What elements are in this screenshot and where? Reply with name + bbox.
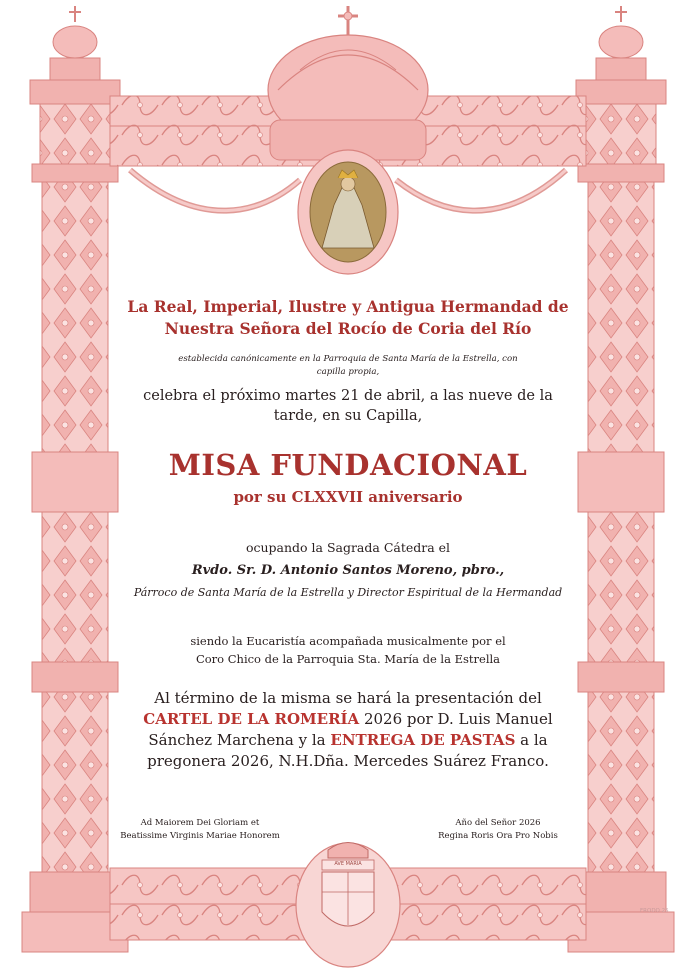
music-line-2: Coro Chico de la Parroquia Sta. María de la Estrella	[195, 652, 501, 666]
event-title: MISA FUNDACIONAL	[168, 448, 528, 482]
footer-right-line-2: Regina Roris Ora Pro Nobis	[438, 831, 558, 841]
artist-signature: FRODO 25	[640, 908, 669, 914]
music-note	[120, 632, 576, 668]
footer-right	[418, 817, 578, 843]
footer-left-line-2: Beatissime Virginis Mariae Honorem	[120, 831, 280, 841]
announcement-line-1: celebra el próximo martes 21 de abril, a las nueve de la	[143, 388, 553, 404]
virgin-medallion-icon	[298, 150, 398, 274]
left-finial-icon	[50, 6, 100, 80]
preacher-name: Rvdo. Sr. D. Antonio Santos Moreno, pbro.,	[191, 563, 505, 578]
crown-icon	[268, 6, 428, 160]
event-subtitle: por su CLXXVII aniversario	[233, 488, 463, 506]
footer-left	[100, 817, 300, 843]
seal-text: AVE MARIA	[334, 861, 362, 867]
closing-text-2: 2026 por D. Luis Manuel Sánchez Marchena y la	[148, 710, 553, 749]
closing-paragraph	[118, 688, 578, 772]
heading-line-2: Nuestra Señora del Rocío de Coria del Río	[164, 319, 532, 338]
preacher-block	[120, 538, 576, 603]
announcement-line-2: tarde, en su Capilla,	[273, 408, 423, 424]
footer-left-line-1: Ad Maiorem Dei Gloriam et	[140, 818, 260, 828]
announcement	[120, 386, 576, 426]
preacher-intro: ocupando la Sagrada Cátedra el	[245, 540, 451, 555]
footer-right-line-1: Año del Señor 2026	[455, 818, 541, 828]
music-line-1: siendo la Eucaristía acompañada musicalmente por el	[190, 634, 506, 648]
brotherhood-heading	[120, 296, 576, 340]
heading-line-1: La Real, Imperial, Ilustre y Antigua Hermandad de	[127, 297, 569, 316]
preacher-role: Párroco de Santa María de la Estrella y Director Espiritual de la Hermandad	[133, 586, 563, 599]
closing-highlight-pastas: ENTREGA DE PASTAS	[330, 731, 516, 749]
established-note	[120, 353, 576, 379]
closing-highlight-cartel: CARTEL DE LA ROMERÍA	[143, 710, 360, 728]
closing-text-1: Al término de la misma se hará la presentación del	[154, 689, 542, 707]
closing-text-3: a la pregonera 2026, N.H.Dña. Mercedes Suárez Franco.	[147, 731, 549, 770]
right-column	[568, 80, 674, 952]
right-finial-icon	[596, 6, 646, 80]
established-line-2: capilla propia,	[316, 367, 380, 377]
established-line-1: establecida canónicamente en la Parroquia de Santa María de la Estrella, con	[178, 354, 518, 364]
